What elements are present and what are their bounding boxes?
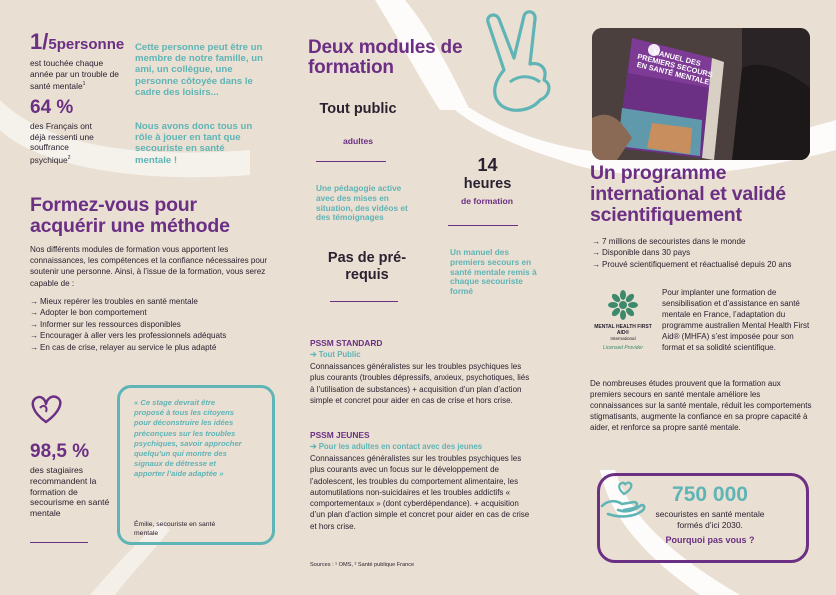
cta-text: secouristes en santé mentale formés d’ici 2030. (655, 509, 765, 530)
list-item: → Encourager à aller vers les professionnels adéquats (30, 331, 227, 341)
stat-one-num: 5 (48, 36, 57, 53)
module-public-title: Tout public (319, 101, 397, 117)
teal-note-family: Cette personne peut être un membre de notre famille, un ami, un collègue, une personne côtoyée dans le cadre des loisirs... (135, 42, 263, 98)
stat-98-text: des stagiaires recommandent la formation de secourisme en santé mentale (30, 465, 110, 519)
pssm-standard-sub: Tout Public (318, 350, 361, 359)
testimonial-author: Émilie, secouriste en santé mentale (134, 521, 216, 537)
program-heading: Un programme international et validé scientifiquement (590, 162, 786, 226)
stat-64-value: 64 % (30, 97, 74, 118)
book-illustration (592, 28, 810, 160)
hours-number: 14 (477, 155, 498, 175)
stat-one-prefix: 1/ (30, 29, 49, 54)
mhfa-logo-text: MENTAL HEALTH FIRST AID® (594, 324, 652, 336)
studies-text: De nombreuses études prouvent que la formation aux premiers secours en santé mentale améliore les connaissances sur la santé mentale, réduit les comportements stigmatisants, augmente la confiance en sa propre capacité à aider, et renforce sa propre santé mentale. (590, 379, 812, 432)
pssm-jeunes-section: PSSM JEUNES ➔ Pour les adultes en contact avec des jeunes Connaissances généralistes sur les troubles psychiques les plus courants avec un focus sur le développement de l’adolescent, les troubles du comportement alimentaire, les automutilations non-suicidaires et les troubles addictifs « comportementaux » (dont cyberdépendance). + acquisition d’un plan d’action simple et concret pour aider en cas de crise et hors crise. (310, 430, 530, 531)
pssm-jeunes-title: PSSM JEUNES (310, 430, 370, 440)
stat-64-percent (30, 98, 110, 165)
stat-one-sup: 1 (82, 81, 86, 88)
list-item: → Adopter le bon comportement (30, 308, 147, 318)
method-bullets (30, 296, 280, 353)
mhfa-logo-icon (608, 290, 638, 320)
divider (316, 161, 386, 162)
teal-manual: Un manuel des premiers secours en santé mentale remis à chaque secouriste formé (450, 247, 537, 297)
list-item: → Mieux repérer les troubles en santé mentale (30, 297, 198, 306)
list-item: → Disponible dans 30 pays (592, 248, 691, 258)
method-intro: Nos différents modules de formation vous apportent les connaissances, les compétences et la confiance nécessaires pour soutenir une personne. Ainsi, à l’issue de la formation, vous serez capable de : (30, 245, 268, 288)
mhfa-logo-sub: International (610, 336, 636, 342)
hours-word: heures (463, 176, 512, 192)
stat-98-percent (30, 442, 120, 519)
pssm-jeunes-sub: Pour les adultes en contact avec des jeunes (318, 442, 483, 451)
cta-question: Pourquoi pas vous ? (665, 535, 755, 545)
mhfa-text: Pour implanter une formation de sensibilisation et d’assistance en santé mentale en France, l’adaptation du programme australien Mental Health First Aid® (MHFA) s’est imposée pour son format et sa solidité scientifique. (662, 288, 810, 352)
divider (30, 542, 88, 543)
method-heading: Formez-vous pour acquérir une méthode (30, 194, 230, 237)
module-public-sub: adultes (342, 136, 374, 146)
prereq-title: Pas de pré-requis (327, 250, 407, 283)
list-item: → Informer sur les ressources disponibles (30, 319, 181, 329)
victory-hand-icon (474, 10, 564, 120)
testimonial-quote: « Ce stage devrait être proposé à tous les citoyens pour déconstruire les idées préconçues sur les troubles psychiques, savoir approcher quelqu’un qui montre des signaux de détresse et apporter l’aide adaptée » (134, 398, 242, 479)
hand-heart-icon (598, 476, 646, 518)
list-item: → Prouvé scientifiquement et réactualisé depuis 20 ans (592, 259, 792, 269)
pssm-standard-title: PSSM STANDARD (310, 338, 383, 348)
modules-heading: Deux modules de formation (308, 37, 463, 78)
book-title: MANUEL DES PREMIERS SECOURS EN SANTÉ MENTALE (635, 47, 714, 87)
list-item: → En cas de crise, relayer au service le plus adapté (30, 342, 217, 352)
stat-64-text: des Français ont déjà ressenti une souffrance psychique (30, 121, 94, 165)
heart-doodle-icon (28, 392, 64, 426)
teal-note-role: Nous avons donc tous un rôle à jouer en tant que secouriste en santé mentale ! (135, 121, 253, 166)
divider (448, 225, 518, 226)
cta-number: 750 000 (672, 483, 748, 506)
stat-one-text: est touchée chaque année par un trouble de santé mentale (30, 58, 119, 91)
hours-sub: de formation (460, 196, 514, 206)
divider (330, 301, 398, 302)
stat-98-value: 98,5 % (30, 441, 90, 462)
manual-photo (592, 28, 810, 160)
mhfa-logo-licence: Licensed Provider (602, 345, 644, 352)
pssm-standard-section: PSSM STANDARD ➔ Tout Public Connaissances généralistes sur les troubles psychiques les plus courants (troubles dépressifs, anxieux, psychotiques, liés à l’utilisation de substances) + acquisition d’un plan d’action simple et concret pour aider en cas de crise et hors crise. (310, 338, 530, 405)
mhfa-logo (592, 290, 654, 351)
stat-one-in-five (30, 29, 125, 92)
pssm-jeunes-text: Connaissances généralistes sur les troubles psychiques les plus courants avec un focus sur le développement de l’adolescent, les troubles du comportement alimentaire, les automutilations non-suicidaires et les troubles addictifs « comportementaux » (dont cyberdépendance). + acquisition d’un plan d’action simple et concret pour aider en cas de crise et hors crise. (310, 454, 530, 531)
sources-note: Sources : ¹ OMS, ² Santé publique France (310, 562, 415, 568)
pssm-standard-text: Connaissances généralistes sur les troubles psychiques les plus courants (troubles dépressifs, anxieux, psychotiques, liés à l’utilisation de substances) + acquisition d’un plan d’action simple et concret pour aider en cas de crise et hors crise. (310, 362, 530, 405)
teal-pedagogy: Une pédagogie active avec des mises en situation, des vidéos et des témoignages (316, 183, 408, 223)
stat-one-word: personne (56, 36, 125, 53)
stat-64-sup: 2 (67, 154, 71, 161)
program-bullets (592, 236, 822, 270)
list-item: → 7 millions de secouristes dans le monde (592, 237, 746, 246)
